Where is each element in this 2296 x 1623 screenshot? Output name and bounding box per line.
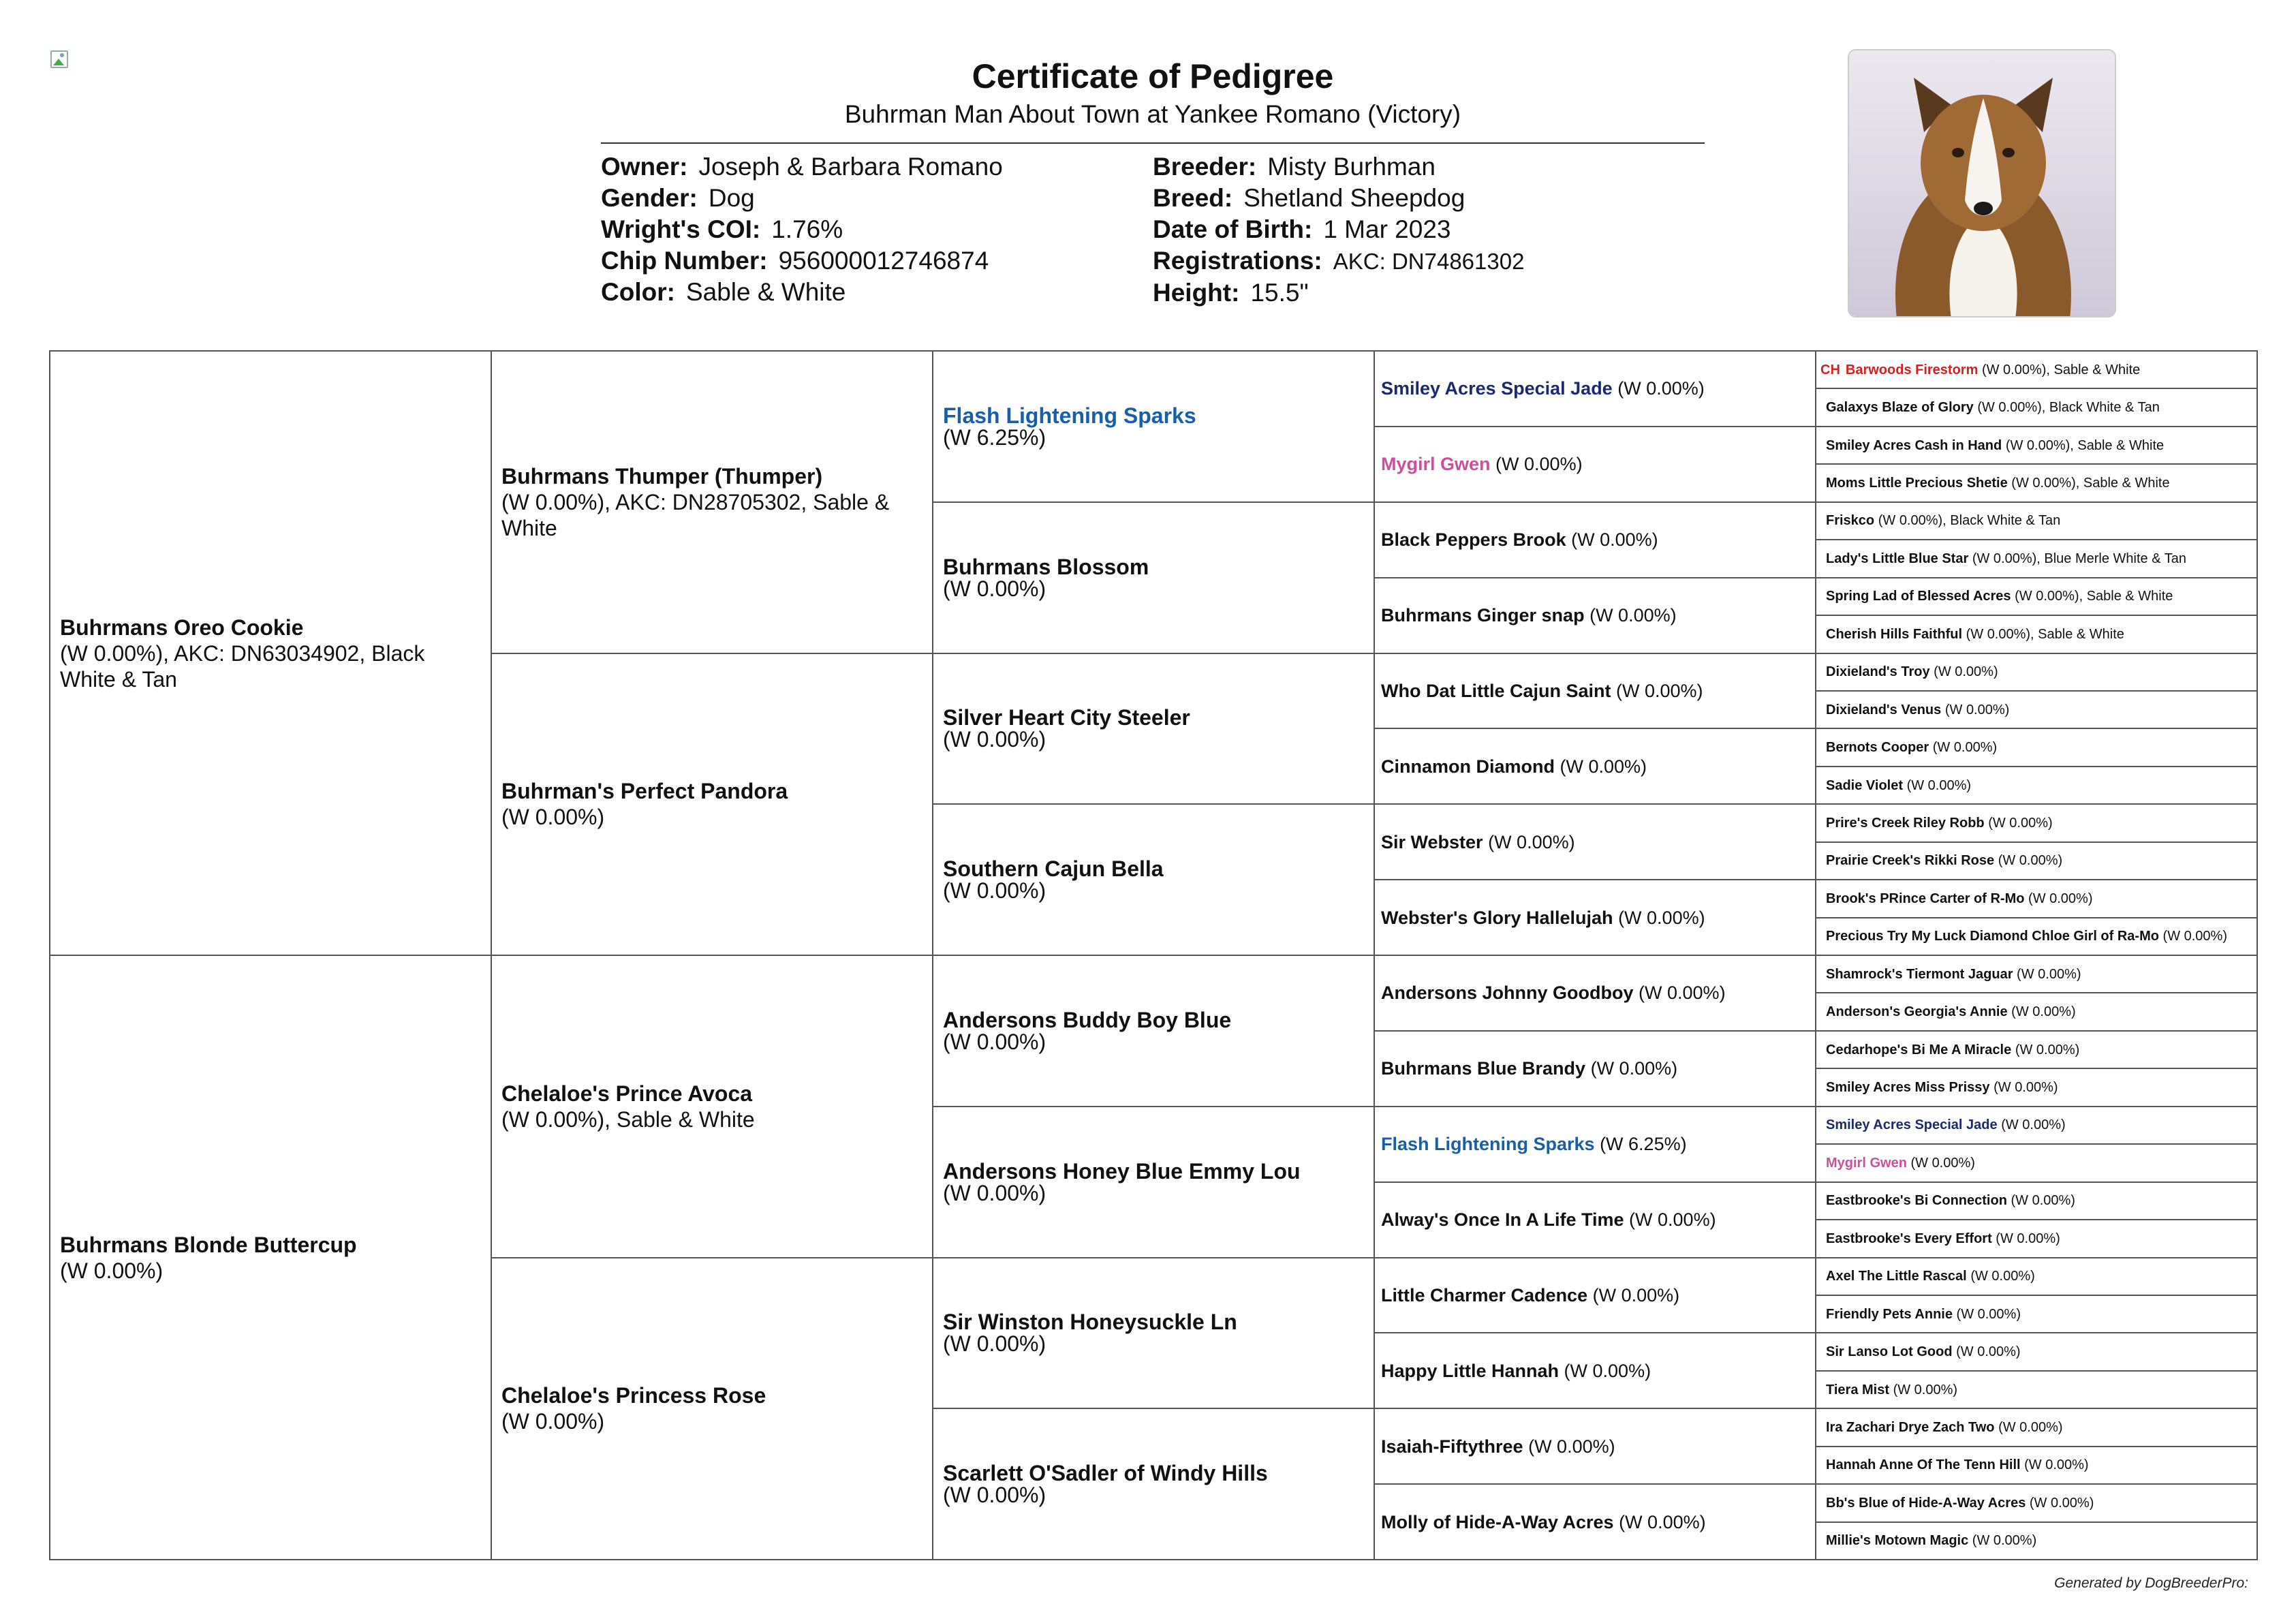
ancestor-detail: (W 0.00%) <box>1571 529 1658 551</box>
ancestor-name[interactable]: Sadie Violet <box>1826 777 1904 793</box>
logo-image-placeholder <box>49 49 71 71</box>
ancestor-name[interactable]: Smiley Acres Special Jade <box>1381 378 1613 399</box>
ancestor-name[interactable]: Chelaloe's Prince Avoca <box>501 1081 753 1106</box>
gen5-ancestor-cell <box>1816 1484 2257 1521</box>
coi-row <box>601 214 1003 245</box>
ancestor-name[interactable]: Hannah Anne Of The Tenn Hill <box>1826 1457 2021 1473</box>
gen3-ancestor-cell <box>933 502 1374 653</box>
info-value: 956000012746874 <box>778 247 989 275</box>
ancestor-detail: (W 0.00%), Black White & Tan <box>1977 400 2160 416</box>
ancestor-detail: (W 0.00%) <box>1488 831 1575 852</box>
ancestor-name[interactable]: Buhrmans Blue Brandy <box>1381 1058 1586 1079</box>
ancestor-name[interactable]: Moms Little Precious Shetie <box>1826 476 2008 491</box>
gen5-ancestor-cell <box>1816 918 2257 955</box>
ancestor-name[interactable]: Friskco <box>1826 513 1875 529</box>
ancestor-detail: (W 0.00%) <box>1629 1209 1716 1231</box>
ancestor-detail: (W 0.00%) <box>1617 378 1705 399</box>
gen5-ancestor-cell <box>1816 1258 2257 1295</box>
gen5-ancestor-cell <box>1816 1144 2257 1181</box>
pedigree-row <box>50 351 2257 388</box>
gen5-ancestor-cell <box>1816 842 2257 880</box>
ancestor-name[interactable]: Happy Little Hannah <box>1381 1360 1560 1381</box>
gen3-ancestor-cell <box>933 653 1374 805</box>
info-label: Owner: <box>601 153 688 181</box>
gen5-ancestor-cell <box>1816 615 2257 653</box>
ancestor-name[interactable]: Smiley Acres Special Jade <box>1826 1117 1998 1133</box>
date-of-birth-row <box>1153 214 1524 245</box>
ancestor-name[interactable]: Southern Cajun Bella <box>943 856 1164 882</box>
info-label: Color: <box>601 278 675 306</box>
ancestor-detail: (W 0.00%) <box>1932 740 1998 756</box>
ancestor-detail: (W 0.00%) <box>1906 777 1972 793</box>
ancestor-name[interactable]: Sir Lanso Lot Good <box>1826 1344 1953 1360</box>
ancestor-name[interactable]: Who Dat Little Cajun Saint <box>1381 680 1611 701</box>
ancestor-name[interactable]: Andersons Buddy Boy Blue <box>943 1007 1232 1032</box>
ancestor-name[interactable]: Alway's Once In A Life Time <box>1381 1209 1624 1231</box>
ancestor-name[interactable]: Andersons Johnny Goodboy <box>1381 983 1634 1004</box>
ancestor-detail: (W 0.00%) <box>1619 1511 1706 1532</box>
gen4-ancestor-cell <box>1374 351 1816 427</box>
gen4-ancestor-cell <box>1374 1107 1816 1182</box>
dog-info-right <box>1153 151 1524 309</box>
ancestor-name[interactable]: Molly of Hide-A-Way Acres <box>1381 1511 1614 1532</box>
ancestor-name[interactable]: Mygirl Gwen <box>1826 1155 1907 1171</box>
breed-row <box>1153 183 1524 214</box>
ancestor-name[interactable]: Cinnamon Diamond <box>1381 756 1555 777</box>
ancestor-detail: (W 0.00%) <box>1910 1155 1975 1171</box>
ancestor-detail: (W 0.00%) <box>1618 907 1705 928</box>
ancestor-name[interactable]: Silver Heart City Steeler <box>943 705 1190 730</box>
info-label: Gender: <box>601 184 698 212</box>
ancestor-name[interactable]: Buhrmans Thumper (Thumper) <box>501 463 823 489</box>
ancestor-name[interactable]: Sir Webster <box>1381 831 1483 852</box>
info-label: Height: <box>1153 279 1240 307</box>
ancestor-detail: (W 0.00%) <box>2015 1042 2080 1057</box>
gen4-ancestor-cell <box>1374 1333 1816 1408</box>
ancestor-name[interactable]: Little Charmer Cadence <box>1381 1284 1588 1305</box>
info-label: Wright's COI: <box>601 215 761 243</box>
ancestor-detail: (W 6.25%) <box>943 424 1046 450</box>
ancestor-detail: (W 0.00%) <box>943 727 1046 752</box>
ancestor-name[interactable]: Cherish Hills Faithful <box>1826 626 1963 642</box>
gen4-ancestor-cell <box>1374 1182 1816 1258</box>
ancestor-name[interactable]: Mygirl Gwen <box>1381 454 1491 475</box>
ancestor-detail: (W 0.00%) <box>1998 853 2063 869</box>
gen5-ancestor-cell <box>1816 691 2257 728</box>
info-label: Chip Number: <box>601 247 768 275</box>
ancestor-detail: (W 6.25%) <box>1600 1134 1687 1155</box>
gen5-ancestor-cell <box>1816 1220 2257 1257</box>
ancestor-detail: (W 0.00%), AKC: DN63034902, Black White & Tan <box>60 640 425 692</box>
ancestor-name[interactable]: Buhrmans Blossom <box>943 554 1149 579</box>
info-label: Breeder: <box>1153 153 1257 181</box>
ancestor-detail: (W 0.00%) <box>2011 1004 2076 1020</box>
gen4-ancestor-cell <box>1374 880 1816 955</box>
generated-by-footer: Generated by DogBreederPro: <box>2054 1575 2248 1591</box>
pedigree-row <box>50 955 2257 993</box>
gen4-ancestor-cell <box>1374 1408 1816 1484</box>
info-value: 15.5" <box>1250 279 1309 307</box>
ancestor-detail: (W 0.00%) <box>2017 966 2081 982</box>
gen3-ancestor-cell <box>933 1408 1374 1560</box>
ancestor-detail: (W 0.00%), AKC: DN28705302, Sable & White <box>501 489 890 540</box>
info-value: 1 Mar 2023 <box>1323 215 1451 243</box>
ancestor-detail: (W 0.00%) <box>1944 702 2010 717</box>
ancestor-detail: (W 0.00%) <box>1972 1533 2037 1549</box>
gen2-ancestor-cell <box>491 955 933 1258</box>
ancestor-detail: (W 0.00%), Blue Merle White & Tan <box>1972 551 2187 566</box>
gen2-ancestor-cell <box>491 653 933 956</box>
gen5-ancestor-cell <box>1816 578 2257 615</box>
registrations-row <box>1153 245 1524 277</box>
ancestor-detail: (W 0.00%) <box>1560 756 1647 777</box>
ancestor-name[interactable]: Millie's Motown Magic <box>1826 1533 1969 1549</box>
gen5-ancestor-cell <box>1816 1447 2257 1484</box>
height-row <box>1153 277 1524 309</box>
ancestor-detail: (W 0.00%) <box>1956 1306 2021 1322</box>
gen2-ancestor-cell <box>491 351 933 653</box>
gen3-ancestor-cell <box>933 351 1374 502</box>
ancestor-detail: (W 0.00%) <box>1934 664 1998 680</box>
ancestor-detail: (W 0.00%), Sable & White <box>2011 476 2170 491</box>
gen4-ancestor-cell <box>1374 804 1816 880</box>
ancestor-name[interactable]: Lady's Little Blue Star <box>1826 551 1969 566</box>
gen4-ancestor-cell <box>1374 1031 1816 1107</box>
ancestor-detail: (W 0.00%) <box>1592 1284 1680 1305</box>
ancestor-name[interactable]: Shamrock's Tiermont Jaguar <box>1826 966 2013 982</box>
ancestor-detail: (W 0.00%), Sable & White <box>501 1107 755 1132</box>
ancestor-detail: (W 0.00%) <box>60 1258 164 1283</box>
ancestor-name[interactable]: Bb's Blue of Hide-A-Way Acres <box>1826 1495 2026 1511</box>
info-value: 1.76% <box>771 215 843 243</box>
ancestor-detail: (W 0.00%) <box>2001 1117 2066 1133</box>
ancestor-detail: (W 0.00%), Sable & White <box>2015 589 2173 604</box>
gender-row <box>601 183 1003 214</box>
ancestor-name[interactable]: Smiley Acres Miss Prissy <box>1826 1080 1990 1096</box>
ancestor-detail: (W 0.00%) <box>2162 929 2227 944</box>
ancestor-name[interactable]: Eastbrooke's Bi Connection <box>1826 1193 2007 1209</box>
ancestor-detail: (W 0.00%) <box>1988 815 2053 831</box>
ancestor-name[interactable]: Spring Lad of Blessed Acres <box>1826 589 2011 604</box>
info-value: Shetland Sheepdog <box>1243 184 1465 212</box>
gen5-ancestor-cell <box>1816 1333 2257 1370</box>
gen5-ancestor-cell <box>1816 1371 2257 1408</box>
chip-number-row <box>601 245 1003 277</box>
gen5-ancestor-cell <box>1816 427 2257 464</box>
ancestor-name[interactable]: Sir Winston Honeysuckle Ln <box>943 1310 1237 1335</box>
ancestor-detail: (W 0.00%) <box>1996 1231 2060 1246</box>
gen5-ancestor-cell <box>1816 351 2257 388</box>
ancestor-name[interactable]: Axel The Little Rascal <box>1826 1269 1967 1284</box>
ancestor-name[interactable]: Smiley Acres Cash in Hand <box>1826 437 2002 453</box>
ancestor-name[interactable]: Buhrman's Perfect Pandora <box>501 779 788 804</box>
ancestor-name[interactable]: Isaiah-Fiftythree <box>1381 1436 1523 1457</box>
gen5-ancestor-cell <box>1816 804 2257 841</box>
info-value: AKC: DN74861302 <box>1333 249 1525 274</box>
breeder-row <box>1153 151 1524 183</box>
gen5-ancestor-cell <box>1816 1408 2257 1446</box>
certificate-header <box>601 55 1705 131</box>
ancestor-detail: (W 0.00%) <box>1564 1360 1651 1381</box>
ancestor-detail: (W 0.00%) <box>1590 1058 1678 1079</box>
gen5-ancestor-cell <box>1816 1295 2257 1333</box>
ancestor-detail: (W 0.00%), Sable & White <box>1981 362 2141 377</box>
ancestor-detail: (W 0.00%) <box>1528 1436 1615 1457</box>
page-title: Certificate of Pedigree <box>972 57 1334 95</box>
ancestor-name[interactable]: Dixieland's Venus <box>1826 702 1942 717</box>
info-value: Misty Burhman <box>1267 153 1436 181</box>
owner-row <box>601 151 1003 183</box>
ancestor-name[interactable]: Precious Try My Luck Diamond Chloe Girl of Ra-Mo <box>1826 929 2159 944</box>
gen5-ancestor-cell <box>1816 1107 2257 1144</box>
ancestor-detail: (W 0.00%), Sable & White <box>1966 626 2124 642</box>
ancestor-name[interactable]: Black Peppers Brook <box>1381 529 1566 551</box>
dog-photo <box>1848 49 2116 318</box>
ancestor-detail: (W 0.00%) <box>943 576 1046 601</box>
ancestor-detail: (W 0.00%) <box>1998 1419 2063 1435</box>
ancestor-detail: (W 0.00%) <box>2028 891 2093 906</box>
info-label: Date of Birth: <box>1153 215 1313 243</box>
gen3-ancestor-cell <box>933 1107 1374 1258</box>
ancestor-name[interactable]: Bernots Cooper <box>1826 740 1929 756</box>
info-value: Sable & White <box>685 278 846 306</box>
gen3-ancestor-cell <box>933 955 1374 1107</box>
ancestor-detail: (W 0.00%) <box>2011 1193 2075 1209</box>
ancestor-name[interactable]: Barwoods Firestorm <box>1845 362 1979 377</box>
ancestor-name[interactable]: Brook's PRince Carter of R-Mo <box>1826 891 2025 906</box>
ancestor-name[interactable]: Tiera Mist <box>1826 1382 1889 1397</box>
ancestor-detail: (W 0.00%) <box>1970 1269 2035 1284</box>
ancestor-name[interactable]: Flash Lightening Sparks <box>1381 1134 1595 1155</box>
header-divider <box>601 142 1705 144</box>
ancestor-name[interactable]: Eastbrooke's Every Effort <box>1826 1231 1992 1246</box>
info-label: Breed: <box>1153 184 1233 212</box>
title-prefix: CH <box>1820 362 1840 377</box>
dog-registered-name: Buhrman Man About Town at Yankee Romano (Victory) <box>844 100 1461 128</box>
ancestor-name[interactable]: Chelaloe's Princess Rose <box>501 1383 766 1408</box>
ancestor-name[interactable]: Galaxys Blaze of Glory <box>1826 400 1974 416</box>
ancestor-detail: (W 0.00%) <box>501 805 605 830</box>
ancestor-name[interactable]: Andersons Honey Blue Emmy Lou <box>943 1158 1301 1184</box>
gen1-ancestor-cell <box>50 955 491 1560</box>
ancestor-name[interactable]: Webster's Glory Hallelujah <box>1381 907 1613 928</box>
gen2-ancestor-cell <box>491 1258 933 1560</box>
ancestor-detail: (W 0.00%) <box>2029 1495 2094 1511</box>
ancestor-detail: (W 0.00%) <box>2024 1457 2089 1473</box>
ancestor-name[interactable]: Buhrmans Blonde Buttercup <box>60 1232 357 1257</box>
gen5-ancestor-cell <box>1816 502 2257 540</box>
gen5-ancestor-cell <box>1816 880 2257 917</box>
ancestor-detail: (W 0.00%) <box>1956 1344 2021 1360</box>
ancestor-name[interactable]: Flash Lightening Sparks <box>943 403 1196 428</box>
ancestor-detail: (W 0.00%) <box>943 1180 1046 1205</box>
ancestor-name[interactable]: Anderson's Georgia's Annie <box>1826 1004 2008 1020</box>
ancestor-detail: (W 0.00%), Sable & White <box>2005 437 2165 453</box>
ancestor-detail: (W 0.00%) <box>943 878 1046 903</box>
dog-info-left <box>601 151 1003 308</box>
gen5-ancestor-cell <box>1816 1522 2257 1560</box>
gen5-ancestor-cell <box>1816 728 2257 766</box>
info-label: Registrations: <box>1153 247 1322 275</box>
ancestor-detail: (W 0.00%) <box>1893 1382 1958 1397</box>
gen1-ancestor-cell <box>50 351 491 955</box>
info-value: Joseph & Barbara Romano <box>698 153 1003 181</box>
ancestor-name[interactable]: Ira Zachari Drye Zach Two <box>1826 1419 1995 1435</box>
gen4-ancestor-cell <box>1374 578 1816 653</box>
ancestor-detail: (W 0.00%), Black White & Tan <box>1878 513 2061 529</box>
ancestor-detail: (W 0.00%) <box>1639 983 1726 1004</box>
ancestor-name[interactable]: Prire's Creek Riley Robb <box>1826 815 1985 831</box>
gen4-ancestor-cell <box>1374 427 1816 502</box>
gen4-ancestor-cell <box>1374 955 1816 1031</box>
ancestor-detail: (W 0.00%) <box>1589 605 1677 626</box>
ancestor-name[interactable]: Scarlett O'Sadler of Windy Hills <box>943 1461 1268 1486</box>
gen5-ancestor-cell <box>1816 1031 2257 1068</box>
gen4-ancestor-cell <box>1374 502 1816 578</box>
gen5-ancestor-cell <box>1816 767 2257 804</box>
gen4-ancestor-cell <box>1374 653 1816 729</box>
gen5-ancestor-cell <box>1816 1068 2257 1106</box>
gen5-ancestor-cell <box>1816 464 2257 501</box>
ancestor-detail: (W 0.00%) <box>943 1483 1046 1508</box>
gen4-ancestor-cell <box>1374 1484 1816 1560</box>
ancestor-detail: (W 0.00%) <box>943 1331 1046 1357</box>
gen5-ancestor-cell <box>1816 388 2257 426</box>
pedigree-table <box>49 350 2258 1560</box>
gen4-ancestor-cell <box>1374 728 1816 804</box>
gen5-ancestor-cell <box>1816 1182 2257 1220</box>
ancestor-detail: (W 0.00%) <box>1495 454 1583 475</box>
gen5-ancestor-cell <box>1816 653 2257 691</box>
ancestor-name[interactable]: Dixieland's Troy <box>1826 664 1930 680</box>
gen5-ancestor-cell <box>1816 540 2257 577</box>
ancestor-detail: (W 0.00%) <box>501 1409 605 1434</box>
ancestor-name[interactable]: Buhrmans Oreo Cookie <box>60 615 304 640</box>
ancestor-detail: (W 0.00%) <box>1616 680 1703 701</box>
color-row <box>601 277 1003 308</box>
gen3-ancestor-cell <box>933 1258 1374 1409</box>
info-value: Dog <box>708 184 755 212</box>
ancestor-detail: (W 0.00%) <box>943 1029 1046 1054</box>
ancestor-name[interactable]: Prairie Creek's Rikki Rose <box>1826 853 1995 869</box>
gen3-ancestor-cell <box>933 804 1374 955</box>
gen5-ancestor-cell <box>1816 993 2257 1030</box>
ancestor-name[interactable]: Cedarhope's Bi Me A Miracle <box>1826 1042 2012 1057</box>
ancestor-name[interactable]: Friendly Pets Annie <box>1826 1306 1953 1322</box>
gen5-ancestor-cell <box>1816 955 2257 993</box>
ancestor-name[interactable]: Buhrmans Ginger snap <box>1381 605 1585 626</box>
gen4-ancestor-cell <box>1374 1258 1816 1333</box>
ancestor-detail: (W 0.00%) <box>1994 1080 2058 1096</box>
